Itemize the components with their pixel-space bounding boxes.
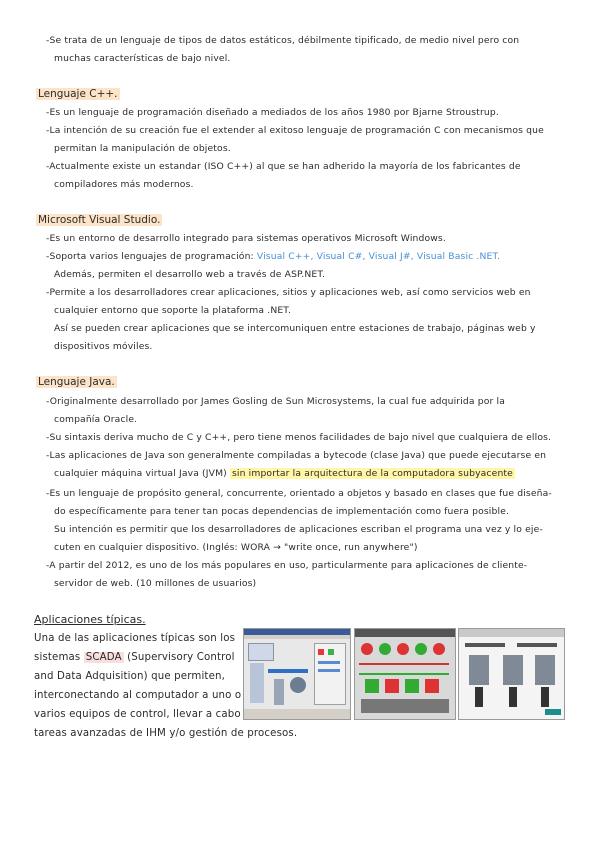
java-line-5 (54, 467, 515, 480)
java-line-1: -Originalmente desarrollado por James Gosling de Sun Microsystems, la cual fue adquirida por la (46, 396, 505, 407)
java-line-3: -Su sintaxis deriva mucho de C y C++, pero tiene menos facilidades de bajo nivel que cualquiera de ellos. (46, 432, 552, 443)
java-line-8: Su intención es permitir que los desarrolladores de aplicaciones escriban el programa una vez y lo eje- (54, 524, 543, 535)
java-line-6: -Es un lenguaje de propósito general, concurrente, orientado a objetos y basado en clases que fue diseña- (46, 488, 552, 499)
apps-line-6: tareas avanzadas de IHM y/o gestión de procesos. (34, 728, 298, 739)
java-line-4: -Las aplicaciones de Java son generalmente compiladas a bytecode (clase Java) que puede ejecutarse en (46, 450, 547, 461)
java-line-9: cuten en cualquier dispositivo. (Inglés: WORA → "write once, run anywhere") (54, 542, 418, 553)
vs-languages: Visual C++, Visual C#, Visual J#, Visual Basic .NET. (256, 251, 501, 262)
scada-highlight: SCADA (85, 652, 122, 663)
vs-line-6: Así se pueden crear aplicaciones que se intercomuniquen entre estaciones de trabajo, páginas web y (54, 323, 536, 334)
java-line-11: servidor de web. (10 millones de usuarios) (54, 578, 257, 589)
vs-line-5: cualquier entorno que soporte la plataforma .NET. (54, 305, 292, 316)
apps-line-4: interconectando al computador a uno o (34, 690, 242, 701)
cpp-line-3: permitan la manipulación de objetos. (54, 143, 231, 154)
java-heading (36, 376, 117, 388)
vs-line-2 (46, 250, 500, 263)
intro-line-1: -Se trata de un lenguaje de tipos de datos estáticos, débilmente tipificado, de medio nivel pero con (46, 35, 520, 46)
intro-line-2: muchas características de bajo nivel. (54, 53, 231, 64)
cpp-title: Lenguaje C++. (38, 88, 118, 100)
apps-line-2-a: sistemas (34, 652, 84, 663)
cpp-line-1: -Es un lenguaje de programación diseñado a mediados de los años 1980 por Bjarne Stroustrup. (46, 107, 499, 118)
cpp-heading (36, 88, 120, 100)
vs-line-1: -Es un entorno de desarrollo integrado para sistemas operativos Microsoft Windows. (46, 233, 446, 244)
scada-screenshot-1 (243, 628, 351, 720)
vs-title: Microsoft Visual Studio. (38, 214, 161, 226)
vs-line-7: dispositivos móviles. (54, 341, 153, 352)
apps-heading: Aplicaciones típicas. (34, 613, 146, 626)
java-line-7: do específicamente para tener tan pocas dependencias de implementación como fuera posible. (54, 506, 510, 517)
apps-line-3: and Data Adquisition) que permiten, (34, 671, 225, 682)
apps-line-5: varios equipos de control, llevar a cabo (34, 709, 241, 720)
apps-line-2 (34, 651, 235, 664)
java-line-10: -A partir del 2012, es uno de los más populares en uso, particularmente para aplicaciones de cliente- (46, 560, 528, 571)
scada-screenshot-2 (354, 628, 456, 720)
java-highlight: sin importar la arquitectura de la computadora subyacente (231, 468, 513, 479)
java-line-5-text: cualquier máquina virtual Java (JVM) (54, 468, 230, 479)
scada-screenshot-3 (458, 628, 565, 720)
vs-line-3: Además, permiten el desarrollo web a través de ASP.NET. (54, 269, 326, 280)
java-line-2: compañía Oracle. (54, 414, 138, 425)
cpp-line-5: compiladores más modernos. (54, 179, 194, 190)
cpp-line-4: -Actualmente existe un estandar (ISO C++) al que se han adherido la mayoría de los fabricantes de (46, 161, 521, 172)
java-title: Lenguaje Java. (38, 376, 115, 388)
vs-heading (36, 214, 162, 226)
vs-line-2-text: -Soporta varios lenguajes de programación: (46, 251, 257, 262)
cpp-line-2: -La intención de su creación fue el extender al exitoso lenguaje de programación C con mecanismos que (46, 125, 544, 136)
apps-line-1: Una de las aplicaciones típicas son los (34, 633, 236, 644)
apps-line-2-c: (Supervisory Control (123, 652, 235, 663)
vs-line-4: -Permite a los desarrolladores crear aplicaciones, sitios y aplicaciones web, así como servicios web en (46, 287, 531, 298)
